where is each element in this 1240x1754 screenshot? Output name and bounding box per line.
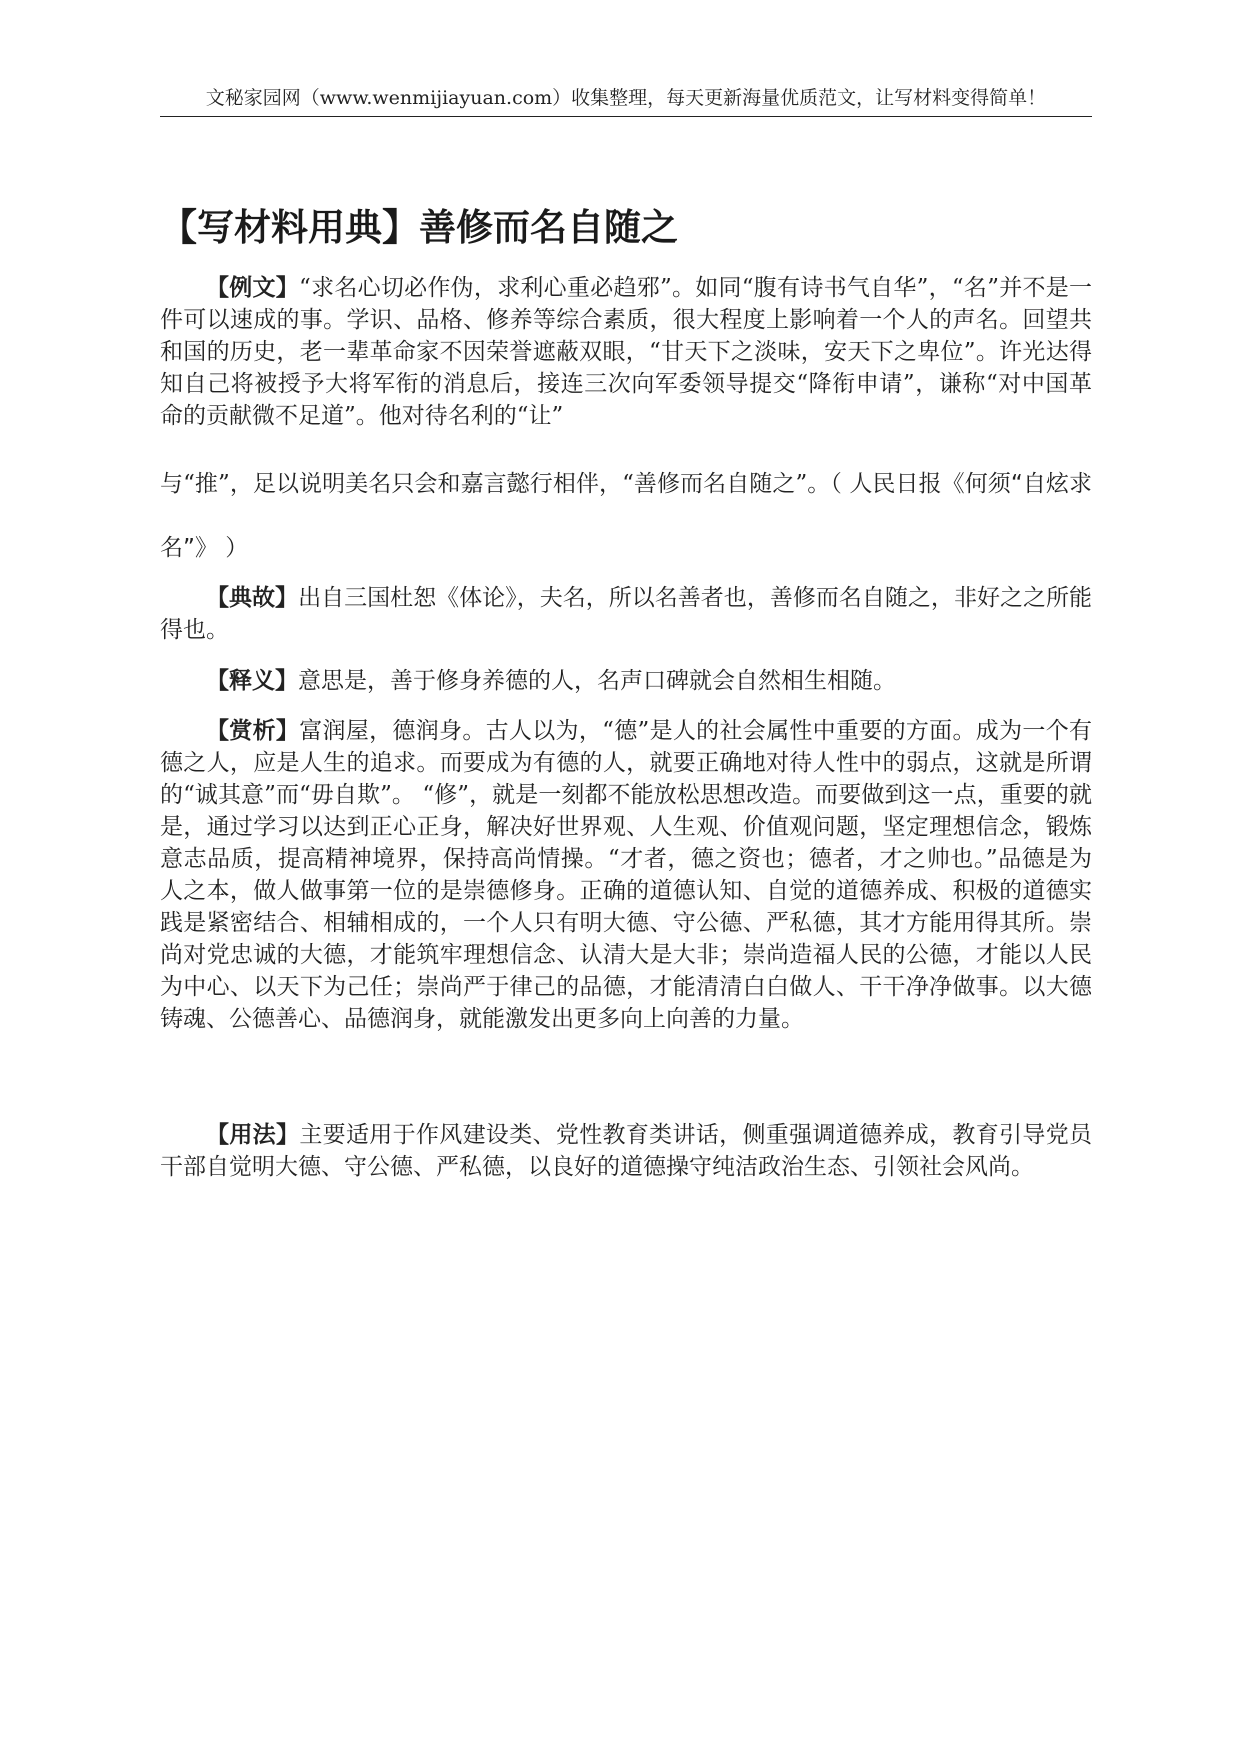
page-header: 文秘家园网（www.wenmijiayuan.com）收集整理，每天更新海量优质范文，让写材料变得简单！ bbox=[160, 84, 1092, 117]
analysis-text: 富润屋，德润身。古人以为，“德”是人的社会属性中重要的方面。成为一个有德之人，应是人生的追求。而要成为有德的人，就要正确地对待人性中的弱点，这就是所谓的“诚其意”而“毋自欺”。 “修”，就是一刻都不能放松思想改造。而要做到这一点，重要的就是，通过学习以达到正心正身，解决好世界观、人生观、价值观问题，坚定理想信念，锻炼意志品质，提高精神境界，保持高尚情操。“才者，德之资也；德者，才之帅也。”品德是为人之本，做人做事第一位的是崇德修身。正确的道德认知、自觉的道德养成、积极的道德实践是紧密结合、相辅相成的，一个人只有明大德、守公德、严私德，其才方能用得其所。崇尚对党忠诚的大德，才能筑牢理想信念、认清大是大非；崇尚造福人民的公德，才能以人民为中心、以天下为己任；崇尚严于律己的品德，才能清清白白做人、干干净净做事。以大德铸魂、公德善心、品德润身，就能激发出更多向上向善的力量。 bbox=[160, 718, 1092, 1032]
example-paragraph-continued bbox=[160, 452, 1092, 580]
meaning-tag: 【释义】 bbox=[206, 668, 298, 694]
article-title: 【写材料用典】善修而名自随之 bbox=[160, 206, 678, 249]
example-source: （ 人民日报《何须“自炫求名”》 ） bbox=[160, 471, 1092, 561]
meaning-paragraph bbox=[160, 665, 1092, 697]
example-paragraph bbox=[160, 272, 1092, 432]
analysis-tag: 【赏析】 bbox=[206, 718, 300, 744]
usage-text: 主要适用于作风建设类、党性教育类讲话，侧重强调道德养成，教育引导党员干部自觉明大德、守公德、严私德，以良好的道德操守纯洁政治生态、引领社会风尚。 bbox=[160, 1122, 1093, 1180]
allusion-tag: 【典故】 bbox=[206, 585, 299, 611]
example-tag: 【例文】 bbox=[206, 275, 300, 301]
usage-paragraph bbox=[160, 1119, 1092, 1183]
example-text: “求名心切必作伪，求利心重必趋邪”。如同“腹有诗书气自华”，“名”并不是一件可以速成的事。学识、品格、修养等综合素质，很大程度上影响着一个人的声名。回望共和国的历史，老一辈革命家不因荣誉遮蔽双眼，“甘天下之淡味，安天下之卑位”。许光达得知自己将被授予大将军衔的消息后，接连三次向军委领导提交“降衔申请”，谦称“对中国革命的贡献微不足道”。他对待名利的“让” bbox=[160, 275, 1092, 429]
allusion-text: 出自三国杜恕《体论》，夫名，所以名善者也，善修而名自随之，非好之之所能得也。 bbox=[160, 585, 1093, 643]
meaning-text: 意思是，善于修身养德的人，名声口碑就会自然相生相随。 bbox=[298, 668, 896, 694]
usage-tag: 【用法】 bbox=[206, 1122, 300, 1148]
example-text-continued: 与“推”，足以说明美名只会和嘉言懿行相伴，“善修而名自随之”。 bbox=[160, 471, 831, 497]
allusion-paragraph bbox=[160, 582, 1092, 646]
analysis-paragraph bbox=[160, 715, 1092, 1035]
